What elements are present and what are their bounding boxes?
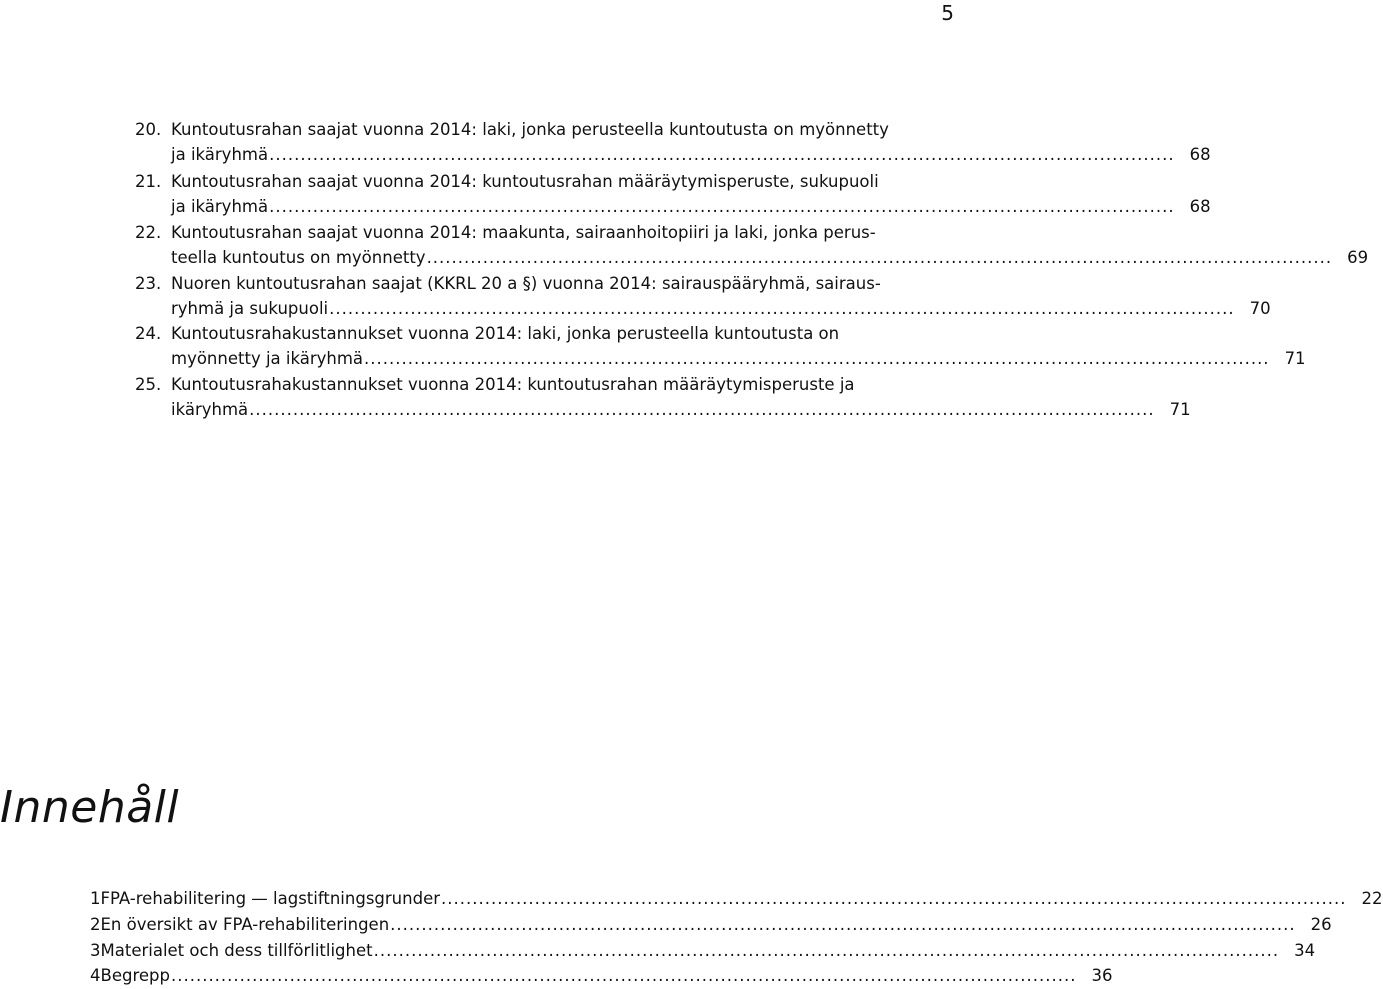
entry-title: Begrepp bbox=[100, 966, 170, 985]
entry-page: 68 bbox=[1189, 197, 1211, 216]
dot-leader: ................................................................................................................................................. bbox=[269, 145, 1175, 164]
toc-entry[interactable] bbox=[90, 938, 1316, 964]
toc-entry[interactable] bbox=[90, 912, 1332, 938]
entry-number: 4 bbox=[90, 966, 101, 985]
section-title: Innehåll bbox=[0, 782, 180, 833]
entry-title-line2: ikäryhmä bbox=[171, 400, 249, 419]
entry-number: 2 bbox=[90, 915, 101, 934]
entry-title-line2: teella kuntoutus on myönnetty bbox=[171, 248, 426, 267]
entry-title: FPA-rehabilitering — lagstiftningsgrunder bbox=[100, 889, 440, 908]
entry-number: 25. bbox=[135, 375, 162, 394]
entry-title-line2: ja ikäryhmä bbox=[171, 197, 269, 216]
dot-leader: ................................................................................................................................................. bbox=[426, 248, 1333, 267]
entry-title: En översikt av FPA-rehabiliteringen bbox=[100, 915, 390, 934]
entry-number: 3 bbox=[90, 941, 101, 960]
page-number: 5 bbox=[941, 1, 954, 25]
entry-title-line1: Kuntoutusrahakustannukset vuonna 2014: laki, jonka perusteella kuntoutusta on bbox=[171, 324, 840, 343]
entry-page: 71 bbox=[1284, 349, 1306, 368]
entry-title: Materialet och dess tillförlitlighet bbox=[100, 941, 373, 960]
dot-leader: ................................................................................................................................................. bbox=[249, 400, 1155, 419]
entry-title-line1: Kuntoutusrahakustannukset vuonna 2014: kuntoutusrahan määräytymisperuste ja bbox=[171, 375, 855, 394]
dot-leader: ................................................................................................................................................. bbox=[329, 299, 1235, 318]
dot-leader: ................................................................................................................................................. bbox=[390, 915, 1296, 934]
entry-title-line1: Kuntoutusrahan saajat vuonna 2014: maakunta, sairaanhoitopiiri ja laki, jonka perus- bbox=[171, 223, 876, 242]
entry-title-line2: ja ikäryhmä bbox=[171, 145, 269, 164]
entry-page: 26 bbox=[1310, 915, 1332, 934]
toc-entry[interactable] bbox=[90, 886, 1383, 912]
entry-page: 69 bbox=[1347, 248, 1369, 267]
entry-title-line2: myönnetty ja ikäryhmä bbox=[171, 349, 364, 368]
entry-title-line1: Kuntoutusrahan saajat vuonna 2014: laki, jonka perusteella kuntoutusta on myönnetty bbox=[171, 120, 889, 139]
entry-number: 24. bbox=[135, 324, 162, 343]
toc-entry[interactable] bbox=[90, 963, 1113, 989]
entry-page: 36 bbox=[1091, 966, 1113, 985]
entry-page: 22 bbox=[1361, 889, 1383, 908]
entry-page: 34 bbox=[1294, 941, 1316, 960]
entry-page: 68 bbox=[1189, 145, 1211, 164]
entry-number: 22. bbox=[135, 223, 162, 242]
dot-leader: ................................................................................................................................................. bbox=[170, 966, 1077, 985]
entry-title-line1: Kuntoutusrahan saajat vuonna 2014: kuntoutusrahan määräytymisperuste, sukupuoli bbox=[171, 172, 879, 191]
entry-number: 20. bbox=[135, 120, 162, 139]
entry-title-line1: Nuoren kuntoutusrahan saajat (KKRL 20 a §) vuonna 2014: sairauspääryhmä, sairaus- bbox=[171, 274, 881, 293]
dot-leader: ................................................................................................................................................. bbox=[441, 889, 1347, 908]
dot-leader: ................................................................................................................................................. bbox=[364, 349, 1270, 368]
dot-leader: ................................................................................................................................................. bbox=[269, 197, 1175, 216]
entry-page: 70 bbox=[1249, 299, 1271, 318]
entry-number: 1 bbox=[90, 889, 101, 908]
entry-page: 71 bbox=[1169, 400, 1191, 419]
dot-leader: ................................................................................................................................................. bbox=[373, 941, 1280, 960]
entry-title-line2: ryhmä ja sukupuoli bbox=[171, 299, 329, 318]
entry-number: 21. bbox=[135, 172, 162, 191]
entry-number: 23. bbox=[135, 274, 162, 293]
